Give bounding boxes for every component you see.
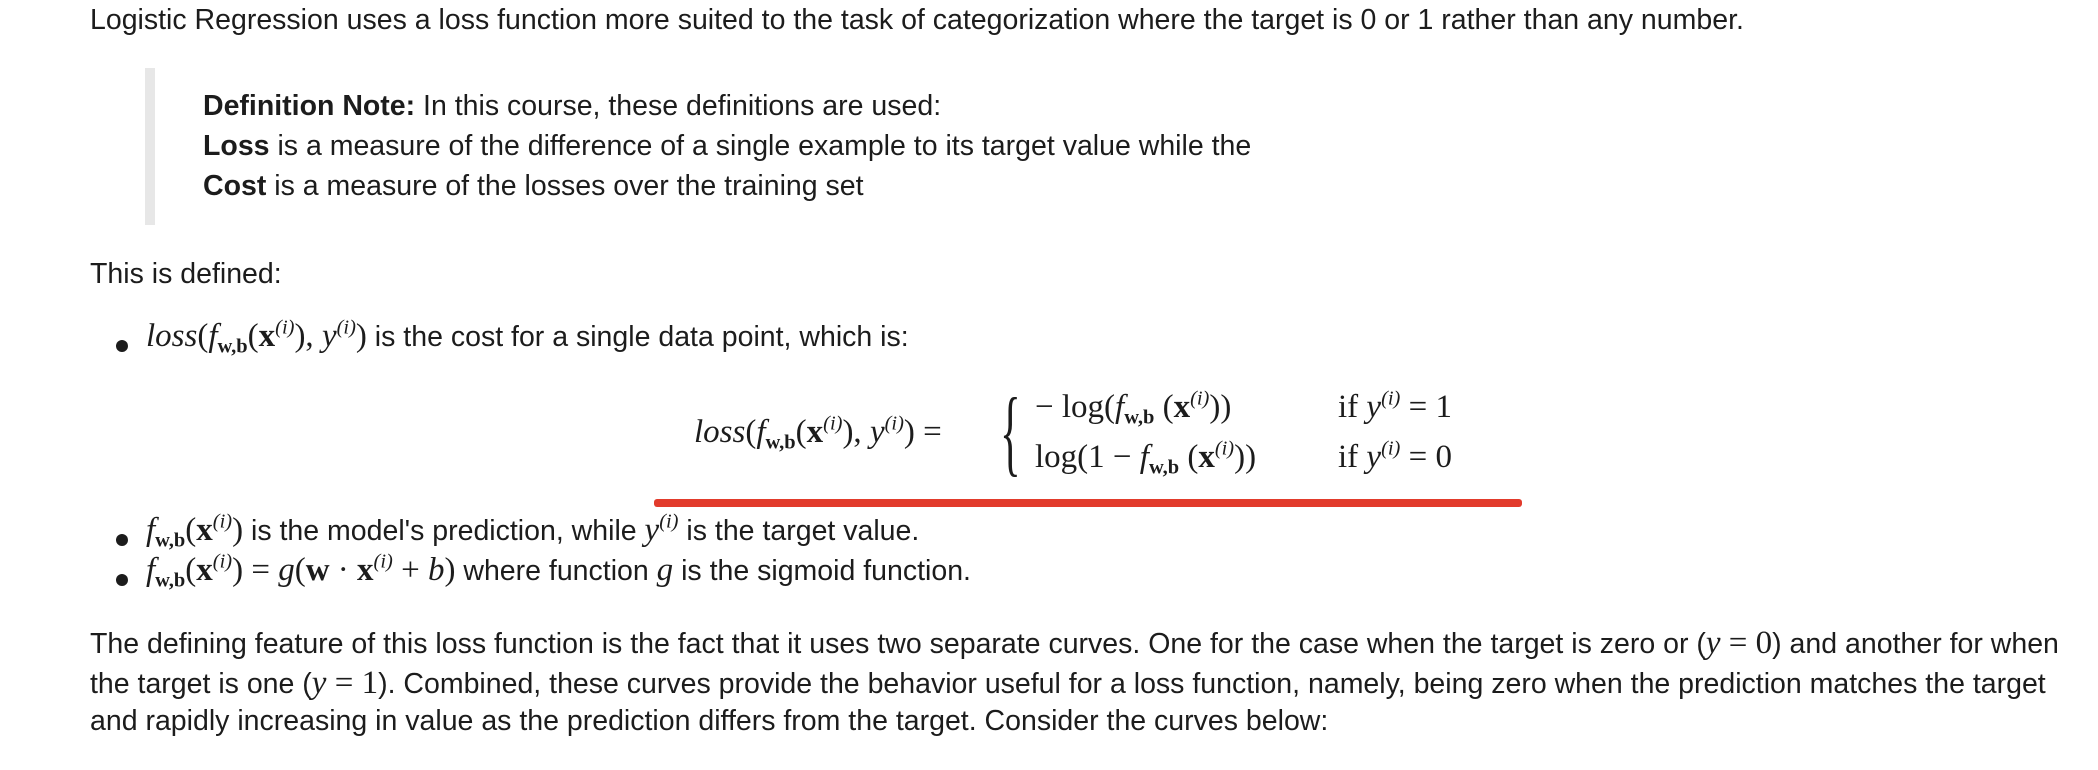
bullet-1-text: is the cost for a single data point, which is: [366, 321, 909, 353]
left-brace-icon: { [1000, 378, 1021, 485]
paragraph-line-3: and rapidly increasing in value as the prediction differs from the target. Consider the curves below: [90, 705, 1329, 737]
note-line-2 [203, 130, 1251, 163]
definition-note-blockquote [145, 68, 1355, 225]
loss-expression: $loss(f_{w,b}(x^{(i)})$, $y^{(i)}$) [146, 316, 367, 358]
bullet-model-prediction: $f_{w,b}(x^{(i)})$ is the model's prediction, while $y^{(i)}$ is the target value. [146, 510, 920, 552]
note-line-3 [203, 170, 864, 203]
bullet-dot [116, 534, 128, 546]
paragraph-line-1: The defining feature of this loss function is the fact that it uses two separate curves. One for the case when the target is zero or (y = 0) and another for when [90, 625, 2059, 661]
bullet-2-text-2: is the target value. [678, 515, 920, 547]
bullet-dot [116, 340, 128, 352]
equation-lhs: $loss(f_{w,b}(x^{(i)})$, $y^{(i)}$) = [694, 412, 942, 454]
cost-term: Cost [203, 170, 267, 202]
intro-text: Logistic Regression uses a loss function more suited to the task of categorization where the target is 0 or 1 rather than any number. [90, 4, 1744, 36]
loss-equation [0, 380, 2098, 490]
bullet-3-text-2: is the sigmoid function. [673, 555, 971, 587]
bullet-sigmoid: $f_{w,b}(x^{(i)}) = g(w \cdot x^{(i)} + b)$ where function g is the sigmoid function. [146, 550, 971, 592]
red-underline-annotation [654, 499, 1522, 507]
loss-term: Loss [203, 130, 270, 162]
note-line-1 [203, 90, 941, 123]
note-line-2-text: is a measure of the difference of a single example to its target value while the [269, 130, 1252, 162]
paragraph-line-2: the target is one (y = 1). Combined, these curves provide the behavior useful for a loss function, namely, being zero when the prediction matches the target [90, 665, 2046, 701]
equation-case-1: − $\log(f_{w,b}$ $(x^{(i)})$) [1035, 387, 1232, 429]
note-line-1-text: In this course, these definitions are used: [415, 90, 942, 122]
equation-condition-2: if $y^{(i)} = 0$ [1338, 437, 1452, 475]
equation-condition-1: if $y^{(i)} = 1$ [1338, 387, 1452, 425]
note-label: Definition Note: [203, 90, 416, 122]
bullet-dot [116, 574, 128, 586]
equation-case-2: $\log(1 - f_{w,b}$ $(x^{(i)})$) [1035, 437, 1257, 479]
note-line-3-text: is a measure of the losses over the training set [266, 170, 864, 202]
bullet-loss-definition [146, 316, 909, 358]
bullet-2-text-1: is the model's prediction, while [243, 515, 645, 547]
bullet-3-text-1: where function [455, 555, 657, 587]
this-defined-text: This is defined: [90, 258, 282, 290]
